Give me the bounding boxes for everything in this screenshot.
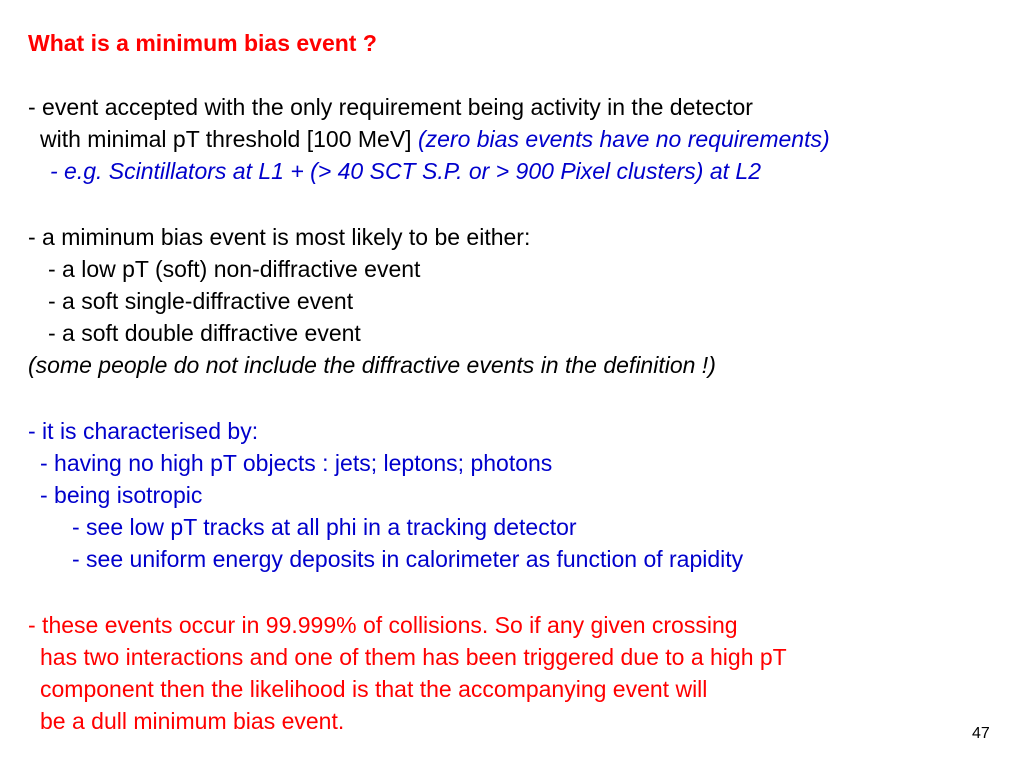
page-number: 47 bbox=[972, 725, 990, 742]
text-line-example-trigger: - e.g. Scintillators at L1 + (> 40 SCT S.P. or > 900 Pixel clusters) at L2 bbox=[50, 158, 762, 184]
text-line-dull-event: be a dull minimum bias event. bbox=[40, 708, 345, 734]
pt-threshold-text: with minimal pT threshold [100 MeV] bbox=[40, 126, 412, 152]
zero-bias-note: (zero bias events have no requirements) bbox=[417, 126, 830, 152]
text-line-likelihood: component then the likelihood is that the accompanying event will bbox=[40, 676, 708, 702]
text-line-two-interactions: has two interactions and one of them has been triggered due to a high pT bbox=[40, 644, 787, 670]
text-line-pt-threshold bbox=[40, 124, 830, 154]
text-line-uniform-energy: - see uniform energy deposits in calorimeter as function of rapidity bbox=[72, 546, 744, 572]
text-line-characterised: - it is characterised by: bbox=[28, 418, 259, 444]
text-line-event-accepted: - event accepted with the only requirement being activity in the detector bbox=[28, 94, 753, 120]
text-line-diffractive-note: (some people do not include the diffractive events in the definition !) bbox=[28, 352, 716, 378]
text-line-single-diffractive: - a soft single-diffractive event bbox=[48, 288, 354, 314]
slide-title: What is a minimum bias event ? bbox=[28, 30, 377, 56]
text-line-low-pt-tracks: - see low pT tracks at all phi in a tracking detector bbox=[72, 514, 577, 540]
text-line-isotropic: - being isotropic bbox=[40, 482, 203, 508]
text-line-occur-percent: - these events occur in 99.999% of collisions. So if any given crossing bbox=[28, 612, 738, 638]
text-line-double-diffractive: - a soft double diffractive event bbox=[48, 320, 361, 346]
text-line-most-likely: - a miminum bias event is most likely to be either: bbox=[28, 224, 531, 250]
text-line-no-high-pt: - having no high pT objects : jets; leptons; photons bbox=[40, 450, 553, 476]
text-line-non-diffractive: - a low pT (soft) non-diffractive event bbox=[48, 256, 421, 282]
